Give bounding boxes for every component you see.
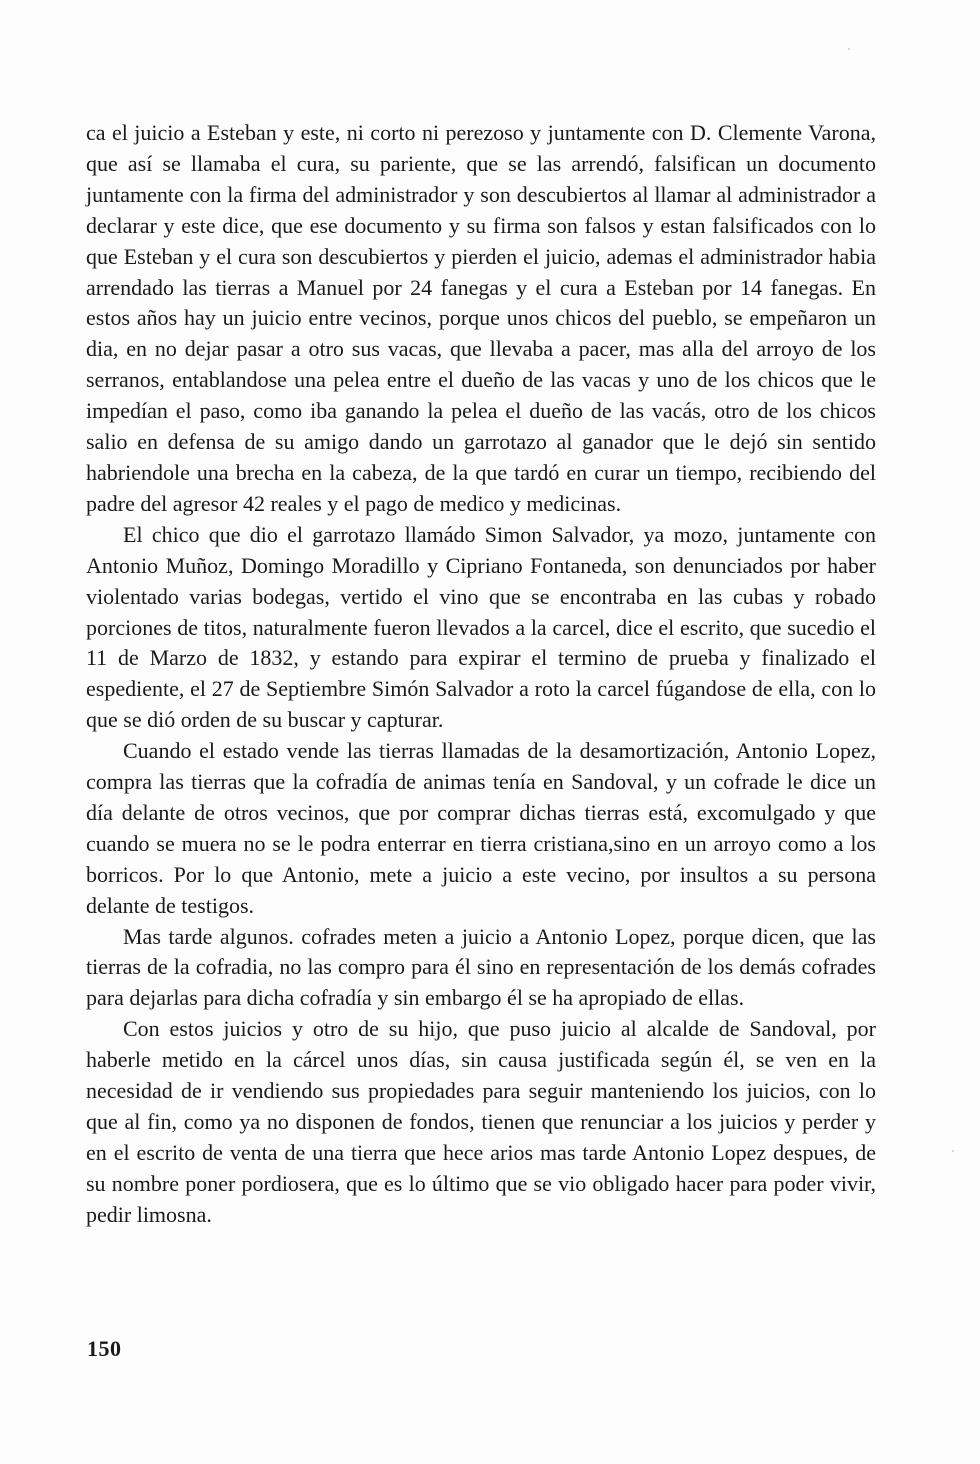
paragraph-2: El chico que dio el garrotazo llamádo Simon Salvador, ya mozo, juntamente con Antonio Muñoz, Domingo Moradillo y Cipriano Fontaneda, son denunciados por haber violentado varias bodegas, vertido el vino que se encontraba en las cubas y robado porciones de titos, naturalmente fueron llevados a la carcel, dice el escrito, que sucedio el 11 de Marzo de 1832, y estando para expirar el termino de prueba y finalizado el espediente, el 27 de Septiembre Simón Salvador a roto la carcel fúgandose de ella, con lo que se dió orden de su buscar y capturar. xyxy=(86,521,876,733)
body-text xyxy=(86,118,876,1231)
paragraph-3: Cuando el estado vende las tierras llamadas de la desamortización, Antonio Lopez, compra las tierras que la cofradía de animas tenía en Sandoval, y un cofrade le dice un día delante de otros vecinos, que por comprar dichas tierras está, excomulgado y que cuando se muera no se le podra enterrar en tierra cristiana,sino en un arroyo como a los borricos. Por lo que Antonio, mete a juicio a este vecino, por insultos a su persona delante de testigos. xyxy=(86,738,876,918)
paragraph-4: Mas tarde algunos. cofrades meten a juicio a Antonio Lopez, porque dicen, que las tierras de la cofradia, no las compro para él sino en representación de los demás cofrades para dejarlas para dicha cofradía y sin embargo él se ha apropiado de ellas. xyxy=(86,923,876,1011)
page-number: 150 xyxy=(87,1336,122,1361)
paragraph-5: Con estos juicios y otro de su hijo, que puso juicio al alcalde de Sandoval, por haberle metido en la cárcel unos días, sin causa justificada según él, se ven en la necesidad de ir vendiendo sus propiedades para seguir manteniendo los juicios, con lo que al fin, como ya no disponen de fondos, tienen que renunciar a los juicios y perder y en el escrito de venta de una tierra que hece arios mas tarde Antonio Lopez despues, de su nombre poner pordiosera, que es lo último que se vio obligado hacer para poder vivir, pedir limosna. xyxy=(86,1016,876,1227)
scan-speck xyxy=(848,48,850,50)
scan-speck xyxy=(952,1150,954,1152)
paragraph-1: ca el juicio a Esteban y este, ni corto ni perezoso y juntamente con D. Clemente Varona, que así se llamaba el cura, su pariente, que se las arrendó, falsifican un documento juntamente con la firma del administrador y son descubiertos al llamar al administrador a declarar y este dice, que ese documento y su firma son falsos y estan falsificados con lo que Esteban y el cura son descubiertos y pierden el juicio, ademas el administrador habia arrendado las tierras a Manuel por 24 fanegas y el cura a Esteban por 14 fanegas. En estos años hay un juicio entre vecinos, porque unos chicos del pueblo, se empeñaron un dia, en no dejar pasar a otro sus vacas, que llevaba a pacer, mas alla del arroyo de los serranos, entablandose una pelea entre el dueño de las vacas y uno de los chicos que le impedían el paso, como iba ganando la pelea el dueño de las vacás, otro de los chicos salio en defensa de su amigo dando un garrotazo al ganador que le dejó sin sentido habriendole una brecha en la cabeza, de la que tardó en curar un tiempo, recibiendo del padre del agresor 42 reales y el pago de medico y medicinas. xyxy=(86,120,876,516)
